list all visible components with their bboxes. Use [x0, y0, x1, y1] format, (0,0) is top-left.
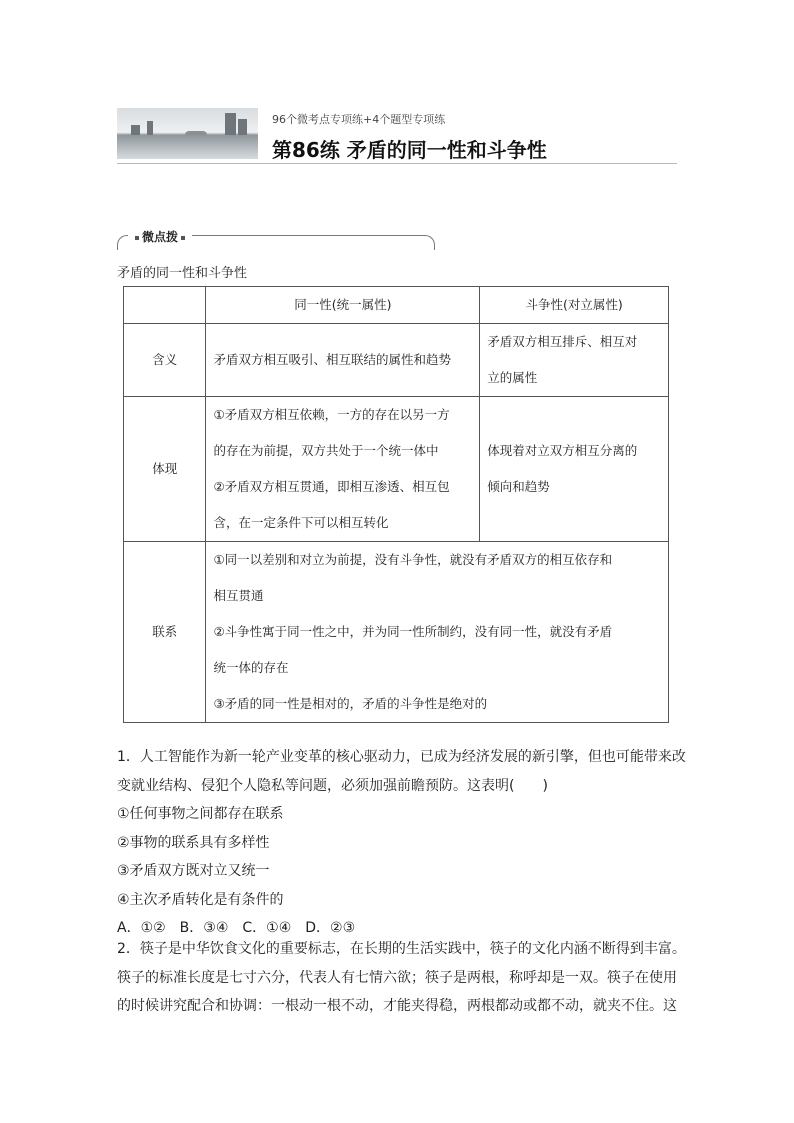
row-label: 联系 — [124, 542, 206, 723]
row-label: 含义 — [124, 324, 206, 397]
table-row — [124, 324, 669, 397]
header-subtitle: 96个微考点专项练+4个题型专项练 — [272, 113, 446, 126]
cell-line: ①同一以差别和对立为前提，没有斗争性，就没有矛盾双方的相互依存和 — [213, 552, 613, 567]
cell-line: 立的属性 — [487, 370, 538, 385]
cell-line: ②斗争性寓于同一性之中，并为同一性所制约，没有同一性，就没有矛盾 — [213, 624, 613, 639]
cell-line: ②矛盾双方相互贯通，即相互渗透、相互包 — [213, 479, 450, 494]
option-line: ④主次矛盾转化是有条件的 — [117, 891, 284, 908]
tag-label — [128, 228, 192, 245]
question-line: 2．筷子是中华饮食文化的重要标志，在长期的生活实践中，筷子的文化内涵不断得到丰富。 — [117, 941, 686, 957]
cell-line: 矛盾双方相互排斥、相互对 — [487, 334, 638, 349]
answer-choices: A．①② B．③④ C．①④ D．②③ — [117, 920, 356, 936]
table-cell — [480, 324, 669, 397]
table-header-cell: 斗争性(对立属性) — [480, 287, 669, 324]
option-line: ①任何事物之间都存在联系 — [117, 806, 284, 822]
square-bullet-icon — [135, 236, 139, 240]
comparison-table — [123, 286, 669, 723]
table-row — [124, 542, 669, 723]
table-row — [124, 397, 669, 542]
question-line: 1．人工智能作为新一轮产业变革的核心驱动力，已成为经济发展的新引擎，但也可能带来改 — [117, 749, 686, 765]
square-bullet-icon — [181, 236, 185, 240]
question-1 — [117, 743, 686, 943]
table-header-cell: 同一性(统一属性) — [206, 287, 480, 324]
header-divider — [117, 163, 677, 164]
page-title: 第86练 矛盾的同一性和斗争性 — [272, 138, 547, 162]
question-line: 筷子的标准长度是七寸六分，代表人有七情六欲；筷子是两根，称呼却是一双。筷子在使用 — [117, 969, 677, 986]
option-line: ②事物的联系具有多样性 — [117, 834, 270, 851]
cell-line: 矛盾双方相互吸引、相互联结的属性和趋势 — [213, 352, 451, 367]
table-cell — [206, 397, 480, 542]
table-header-cell — [124, 287, 206, 324]
question-line: 的时候讲究配合和协调：一根动一根不动，才能夹得稳，两根都动或都不动，就夹不住。这 — [117, 998, 677, 1014]
section-title: 矛盾的同一性和斗争性 — [117, 266, 248, 281]
row-label: 体现 — [124, 397, 206, 542]
table-cell — [206, 542, 669, 723]
table-cell — [480, 397, 669, 542]
cell-line: 的存在为前提，双方共处于一个统一体中 — [213, 443, 439, 458]
tag-label-text: 微点拨 — [142, 230, 179, 244]
cell-line: 倾向和趋势 — [487, 479, 550, 494]
cell-line: 相互贯通 — [213, 588, 264, 603]
question-2 — [117, 935, 686, 1021]
cell-line: 含，在一定条件下可以相互转化 — [213, 515, 389, 530]
table-cell — [206, 324, 480, 397]
question-line: 变就业结构、侵犯个人隐私等问题，必须加强前瞻预防。这表明( ) — [117, 777, 548, 794]
option-line: ③矛盾双方既对立又统一 — [117, 863, 270, 879]
cell-line: 统一体的存在 — [213, 660, 289, 675]
table-header-row — [124, 287, 669, 324]
cell-line: 体现着对立双方相互分离的 — [487, 443, 638, 458]
cell-line: ③矛盾的同一性是相对的，矛盾的斗争性是绝对的 — [213, 696, 488, 711]
header-photo — [117, 108, 258, 159]
cell-line: ①矛盾双方相互依赖，一方的存在以另一方 — [213, 407, 450, 422]
